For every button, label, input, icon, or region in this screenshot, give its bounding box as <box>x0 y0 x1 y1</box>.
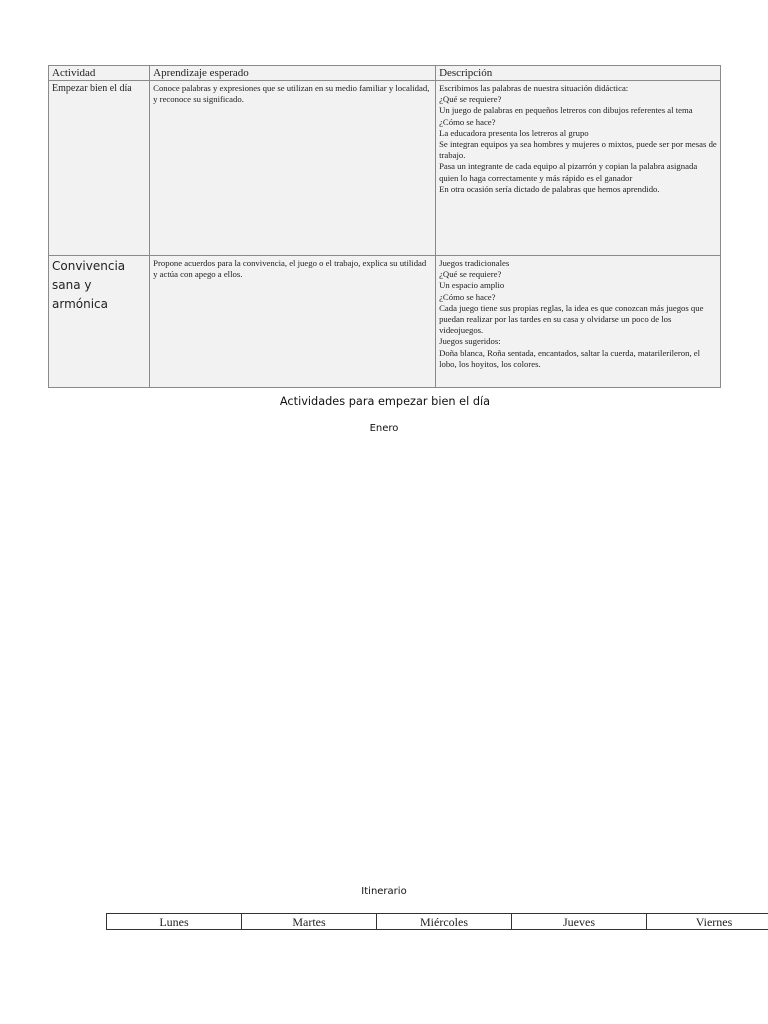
description-line: En otra ocasión sería dictado de palabras que hemos aprendido. <box>439 183 660 194</box>
month-caption: Enero <box>369 423 399 434</box>
activities-table <box>48 65 721 388</box>
description-line: ¿Cómo se hace? <box>439 291 496 302</box>
description-cell <box>436 256 721 388</box>
activity-cell: Empezar bien el día <box>49 81 150 256</box>
description-line: Cada juego tiene sus propias reglas, la idea es que conozcan más juegos que puedan realizar por las tardes en su casa y olvidarse un poco de los videojuegos. <box>439 302 704 336</box>
description-line: Juegos tradicionales <box>439 258 510 268</box>
description-cell <box>436 81 721 256</box>
header-learning: Aprendizaje esperado <box>150 66 436 81</box>
header-description: Descripción <box>436 66 721 81</box>
description-line: ¿Qué se requiere? <box>439 94 502 105</box>
table-row <box>49 81 721 256</box>
itinerary-caption: Itinerario <box>361 886 407 897</box>
description-line: Juegos sugeridos: <box>439 336 501 347</box>
header-activity: Actividad <box>49 66 150 81</box>
description-line: ¿Cómo se hace? <box>439 116 496 127</box>
learning-cell: Propone acuerdos para la convivencia, el juego o el trabajo, explica su utilidad y actúa con apego a ellos. <box>150 256 436 388</box>
activities-caption: Actividades para empezar bien el día <box>279 395 491 408</box>
learning-cell: Conoce palabras y expresiones que se utilizan en su medio familiar y localidad, y reconoce su significado. <box>150 81 436 256</box>
description-line: Escribimos las palabras de nuestra situación didáctica: <box>439 83 629 93</box>
day-wednesday: Miércoles <box>377 914 512 930</box>
day-friday: Viernes <box>647 914 768 930</box>
description-line: La educadora presenta los letreros al grupo <box>439 127 589 138</box>
day-tuesday: Martes <box>242 914 377 930</box>
description-line: Un juego de palabras en pequeños letreros con dibujos referentes al tema <box>439 105 693 116</box>
description-line: Un espacio amplio <box>439 280 505 291</box>
description-line: Pasa un integrante de cada equipo al pizarrón y copian la palabra asignada quien lo haga correctamente y más rápido es el ganador <box>439 161 698 183</box>
day-thursday: Jueves <box>512 914 647 930</box>
description-line: Doña blanca, Roña sentada, encantados, saltar la cuerda, matarilerileron, el lobo, los hoyitos, los colores. <box>439 347 701 369</box>
table-row <box>49 256 721 388</box>
table-header-row <box>49 66 721 81</box>
activity-cell: Convivencia sana y armónica <box>49 256 150 388</box>
itinerary-table <box>106 913 768 930</box>
description-line: Se integran equipos ya sea hombres y mujeres o mixtos, puede ser por mesas de trabajo. <box>439 139 717 161</box>
weekday-row <box>107 914 768 930</box>
description-line: ¿Qué se requiere? <box>439 269 502 280</box>
day-monday: Lunes <box>107 914 242 930</box>
